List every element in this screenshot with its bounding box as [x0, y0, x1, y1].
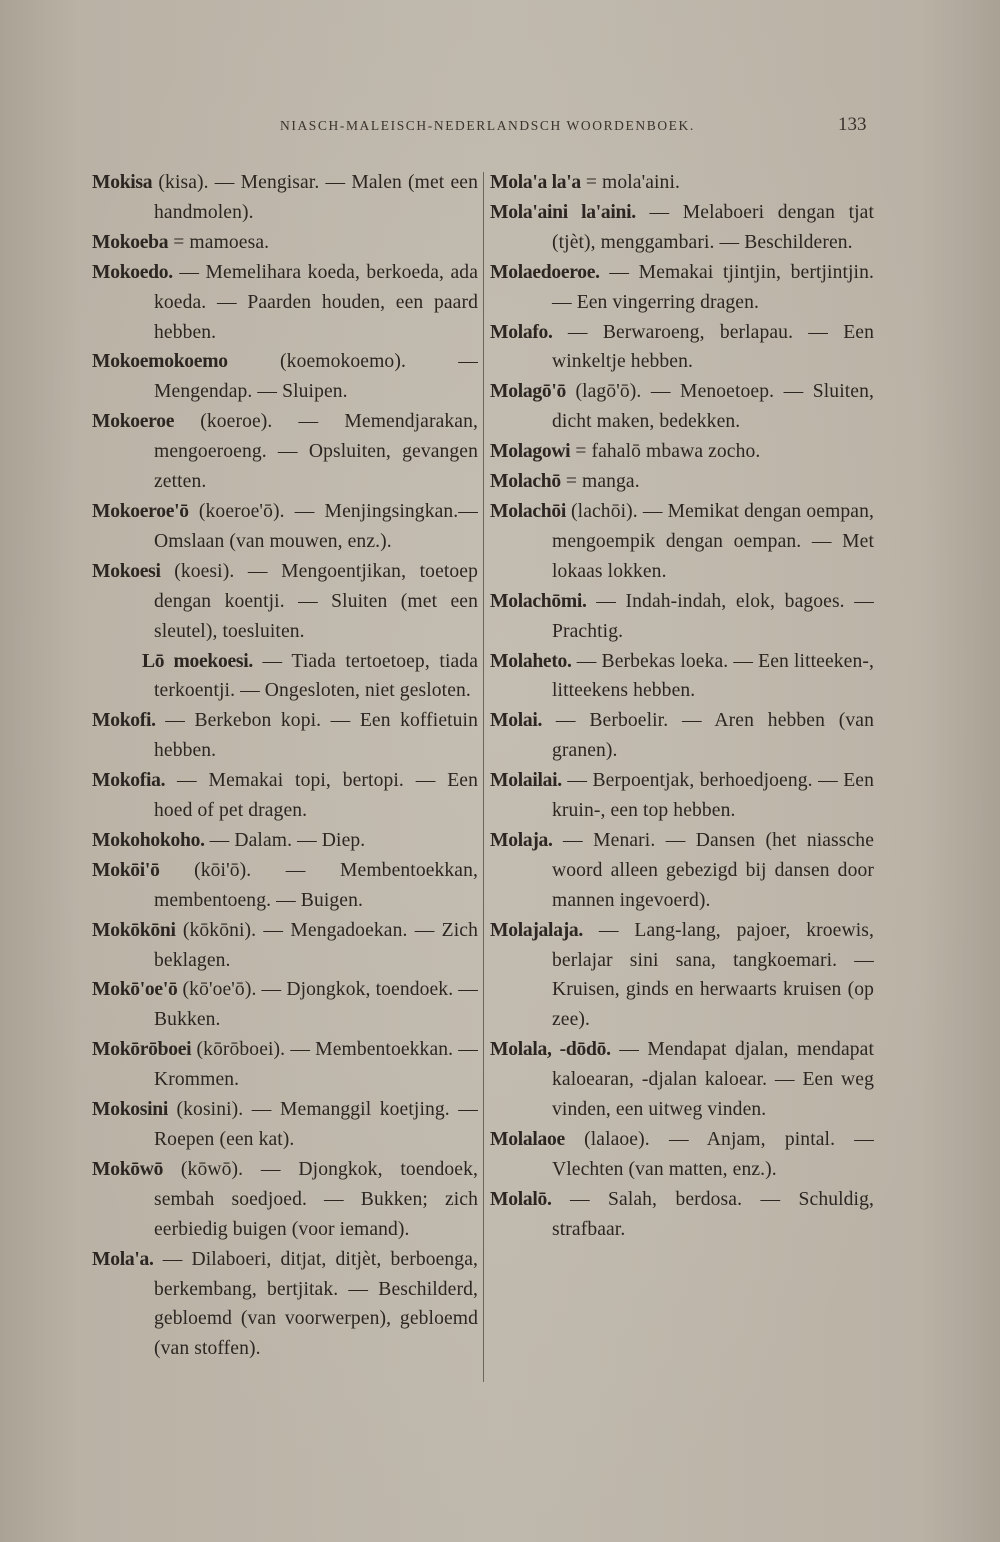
entry-definition: (kōkōni). — Mengadoekan. — Zich beklagen.	[154, 919, 478, 971]
entry-headword: Mokōi'ō	[92, 859, 160, 881]
entry-definition: — Berwaroeng, berlapau. — Een winkeltje hebben.	[552, 321, 874, 373]
entry-headword: Mokosini	[92, 1099, 168, 1121]
entry-headword: Molalō.	[490, 1188, 552, 1210]
dictionary-entry	[490, 168, 874, 198]
entry-headword: Mokoemokoemo	[92, 351, 228, 373]
running-title: NIASCH-MALEISCH-NEDERLANDSCH WOORDENBOEK.	[280, 118, 695, 133]
entry-definition: — Melaboeri dengan tjat (tjèt), menggambari. — Beschilderen.	[552, 201, 874, 253]
entry-headword: Mokisa	[92, 172, 153, 193]
entry-definition: = mamoesa.	[168, 231, 270, 253]
entry-headword: Mokoesi	[92, 560, 161, 582]
right-column	[490, 168, 874, 1245]
entry-definition: — Indah-indah, elok, bagoes. — Prachtig.	[552, 590, 874, 642]
entry-definition: (kōwō). — Djongkok, toendoek, sembah soedjoed. — Bukken; zich eerbiedig buigen (voor iemand).	[154, 1158, 478, 1240]
entry-headword: Mola'aini la'aini.	[490, 201, 636, 223]
dictionary-entry	[92, 168, 478, 228]
dictionary-entry	[490, 198, 874, 258]
entry-headword: Molai.	[490, 710, 543, 732]
entry-headword: Molailai.	[490, 770, 562, 792]
entry-headword: Mokofia.	[92, 770, 166, 792]
dictionary-entry	[490, 916, 874, 1036]
entry-definition: — Tiada tertoetoep, tiada terkoentji. — Ongesloten, niet gesloten.	[154, 650, 478, 702]
entry-definition: — Mendapat djalan, mendapat kaloearan, -djalan kaloear. — Een weg vinden, een uitweg vinden.	[552, 1039, 874, 1121]
dictionary-entry	[92, 1095, 478, 1155]
entry-definition: (koemokoemo). — Mengendap. — Sluipen.	[154, 351, 478, 403]
dictionary-entry	[490, 826, 874, 916]
column-divider	[483, 172, 484, 1382]
entry-definition: (lachōi). — Memikat dengan oempan, mengoempik dengan oempan. — Met lokaas lokken.	[552, 500, 874, 582]
entry-definition: — Dalam. — Diep.	[204, 829, 366, 851]
entry-headword: Molala, -dōdō.	[490, 1039, 611, 1061]
dictionary-entry	[490, 497, 874, 587]
entry-headword: Molachōi	[490, 500, 566, 522]
entry-headword: Molaja.	[490, 829, 553, 851]
dictionary-entry	[490, 258, 874, 318]
dictionary-entry	[92, 347, 478, 407]
entry-headword: Molajalaja.	[490, 919, 584, 941]
entry-definition: (kosini). — Memanggil koetjing. — Roepen (een kat).	[154, 1099, 478, 1150]
entry-headword: Mola'a.	[92, 1248, 154, 1270]
dictionary-entry	[92, 1245, 478, 1365]
entry-definition: — Memelihara koeda, berkoeda, ada koeda. — Paarden houden, een paard hebben.	[154, 261, 478, 343]
entry-definition: (koeroe). — Memendjarakan, mengoeroeng. — Opsluiten, gevangen zetten.	[154, 411, 478, 493]
entry-headword: Mola'a la'a	[490, 172, 581, 193]
entry-definition: = mola'aini.	[580, 172, 680, 193]
entry-definition: (koeroe'ō). — Menjingsingkan.—Omslaan (van mouwen, enz.).	[154, 500, 478, 552]
dictionary-entry	[490, 318, 874, 378]
entry-headword: Mokofi.	[92, 710, 156, 732]
dictionary-entry	[92, 557, 478, 647]
dictionary-entry	[490, 1035, 874, 1125]
dictionary-entry	[92, 916, 478, 976]
entry-definition: (koesi). — Mengoentjikan, toetoep dengan koentji. — Sluiten (met een sleutel), toesluiten.	[154, 560, 478, 642]
entry-definition: — Dilaboeri, ditjat, ditjèt, berboenga, berkembang, bertjitak. — Beschilderd, gebloemd (van voorwerpen), gebloemd (van stoffen).	[153, 1248, 478, 1360]
entry-headword: Lō moekoesi.	[142, 650, 253, 672]
entry-definition: (kō'oe'ō). — Djongkok, toendoek. — Bukken.	[154, 979, 478, 1031]
entry-headword: Molaedoeroe.	[490, 261, 600, 283]
entry-definition: = manga.	[560, 471, 640, 493]
entry-headword: Molagowi	[490, 441, 571, 463]
dictionary-entry	[490, 587, 874, 647]
entry-definition: — Berkebon kopi. — Een koffietuin hebben.	[154, 710, 478, 762]
dictionary-entry	[490, 766, 874, 826]
entry-headword: Mokoeroe	[92, 411, 175, 433]
entry-definition: = fahalō mbawa zocho.	[570, 441, 761, 463]
dictionary-entry	[92, 1155, 478, 1245]
dictionary-entry	[92, 706, 478, 766]
entry-headword: Mokōkōni	[92, 919, 176, 941]
entry-headword: Mokoeroe'ō	[92, 500, 189, 522]
entry-definition: — Memakai topi, bertopi. — Een hoed of pet dragen.	[154, 770, 478, 822]
left-column	[92, 168, 478, 1364]
dictionary-entry	[92, 1035, 478, 1095]
dictionary-entry	[490, 437, 874, 467]
entry-definition: (kōrōboei). — Membentoekkan. — Krommen.	[154, 1039, 478, 1091]
entry-definition: — Lang-lang, pajoer, kroewis, berlajar sini sana, tangkoemari. — Kruisen, ginds en herwaarts kruisen (op zee).	[552, 919, 874, 1031]
entry-headword: Mokō'oe'ō	[92, 979, 178, 1001]
dictionary-entry	[490, 1125, 874, 1185]
entry-headword: Molafo.	[490, 321, 553, 343]
dictionary-entry	[490, 377, 874, 437]
page-number: 133	[838, 114, 867, 135]
running-header	[280, 118, 920, 134]
entry-definition: (kōi'ō). — Membentoekkan, membentoeng. — Buigen.	[154, 859, 478, 911]
dictionary-entry	[92, 407, 478, 497]
entry-headword: Mokoeba	[92, 231, 169, 253]
entry-definition: (lagō'ō). — Menoetoep. — Sluiten, dicht maken, bedekken.	[552, 381, 874, 433]
dictionary-entry	[490, 647, 874, 707]
dictionary-entry	[92, 228, 478, 258]
entry-definition: (lalaoe). — Anjam, pintal. — Vlechten (van matten, enz.).	[552, 1129, 874, 1180]
entry-headword: Mokohokoho.	[92, 829, 205, 851]
dictionary-entry	[92, 856, 478, 916]
entry-headword: Molachō	[490, 471, 561, 493]
entry-definition: (kisa). — Mengisar. — Malen (met een handmolen).	[152, 172, 478, 223]
entry-definition: — Berboelir. — Aren hebben (van granen).	[542, 710, 874, 762]
entry-definition: — Berbekas loeka. — Een litteeken-, litteekens hebben.	[552, 650, 874, 702]
dictionary-entry	[490, 1185, 874, 1245]
entry-headword: Mokōrōboei	[92, 1039, 192, 1061]
entry-headword: Molagō'ō	[490, 381, 566, 403]
entry-headword: Molachōmi.	[490, 590, 587, 612]
entry-definition: — Menari. — Dansen (het niassche woord alleen gebezigd bij dansen door mannen ingevoerd).	[552, 829, 874, 911]
entry-definition: — Berpoentjak, berhoedjoeng. — Een kruin-, een top hebben.	[552, 770, 874, 822]
entry-definition: — Salah, berdosa. — Schuldig, strafbaar.	[551, 1188, 874, 1240]
dictionary-entry	[92, 647, 478, 707]
dictionary-entry	[92, 497, 478, 557]
entry-headword: Mokōwō	[92, 1158, 164, 1180]
dictionary-entry	[490, 467, 874, 497]
dictionary-entry	[92, 826, 478, 856]
entry-definition: — Memakai tjintjin, bertjintjin. — Een vingerring dragen.	[552, 261, 874, 313]
entry-headword: Molaheto.	[490, 650, 572, 672]
dictionary-entry	[490, 706, 874, 766]
dictionary-entry	[92, 766, 478, 826]
entry-headword: Mokoedo.	[92, 261, 173, 283]
dictionary-entry	[92, 258, 478, 348]
dictionary-entry	[92, 975, 478, 1035]
entry-headword: Molalaoe	[490, 1129, 565, 1150]
